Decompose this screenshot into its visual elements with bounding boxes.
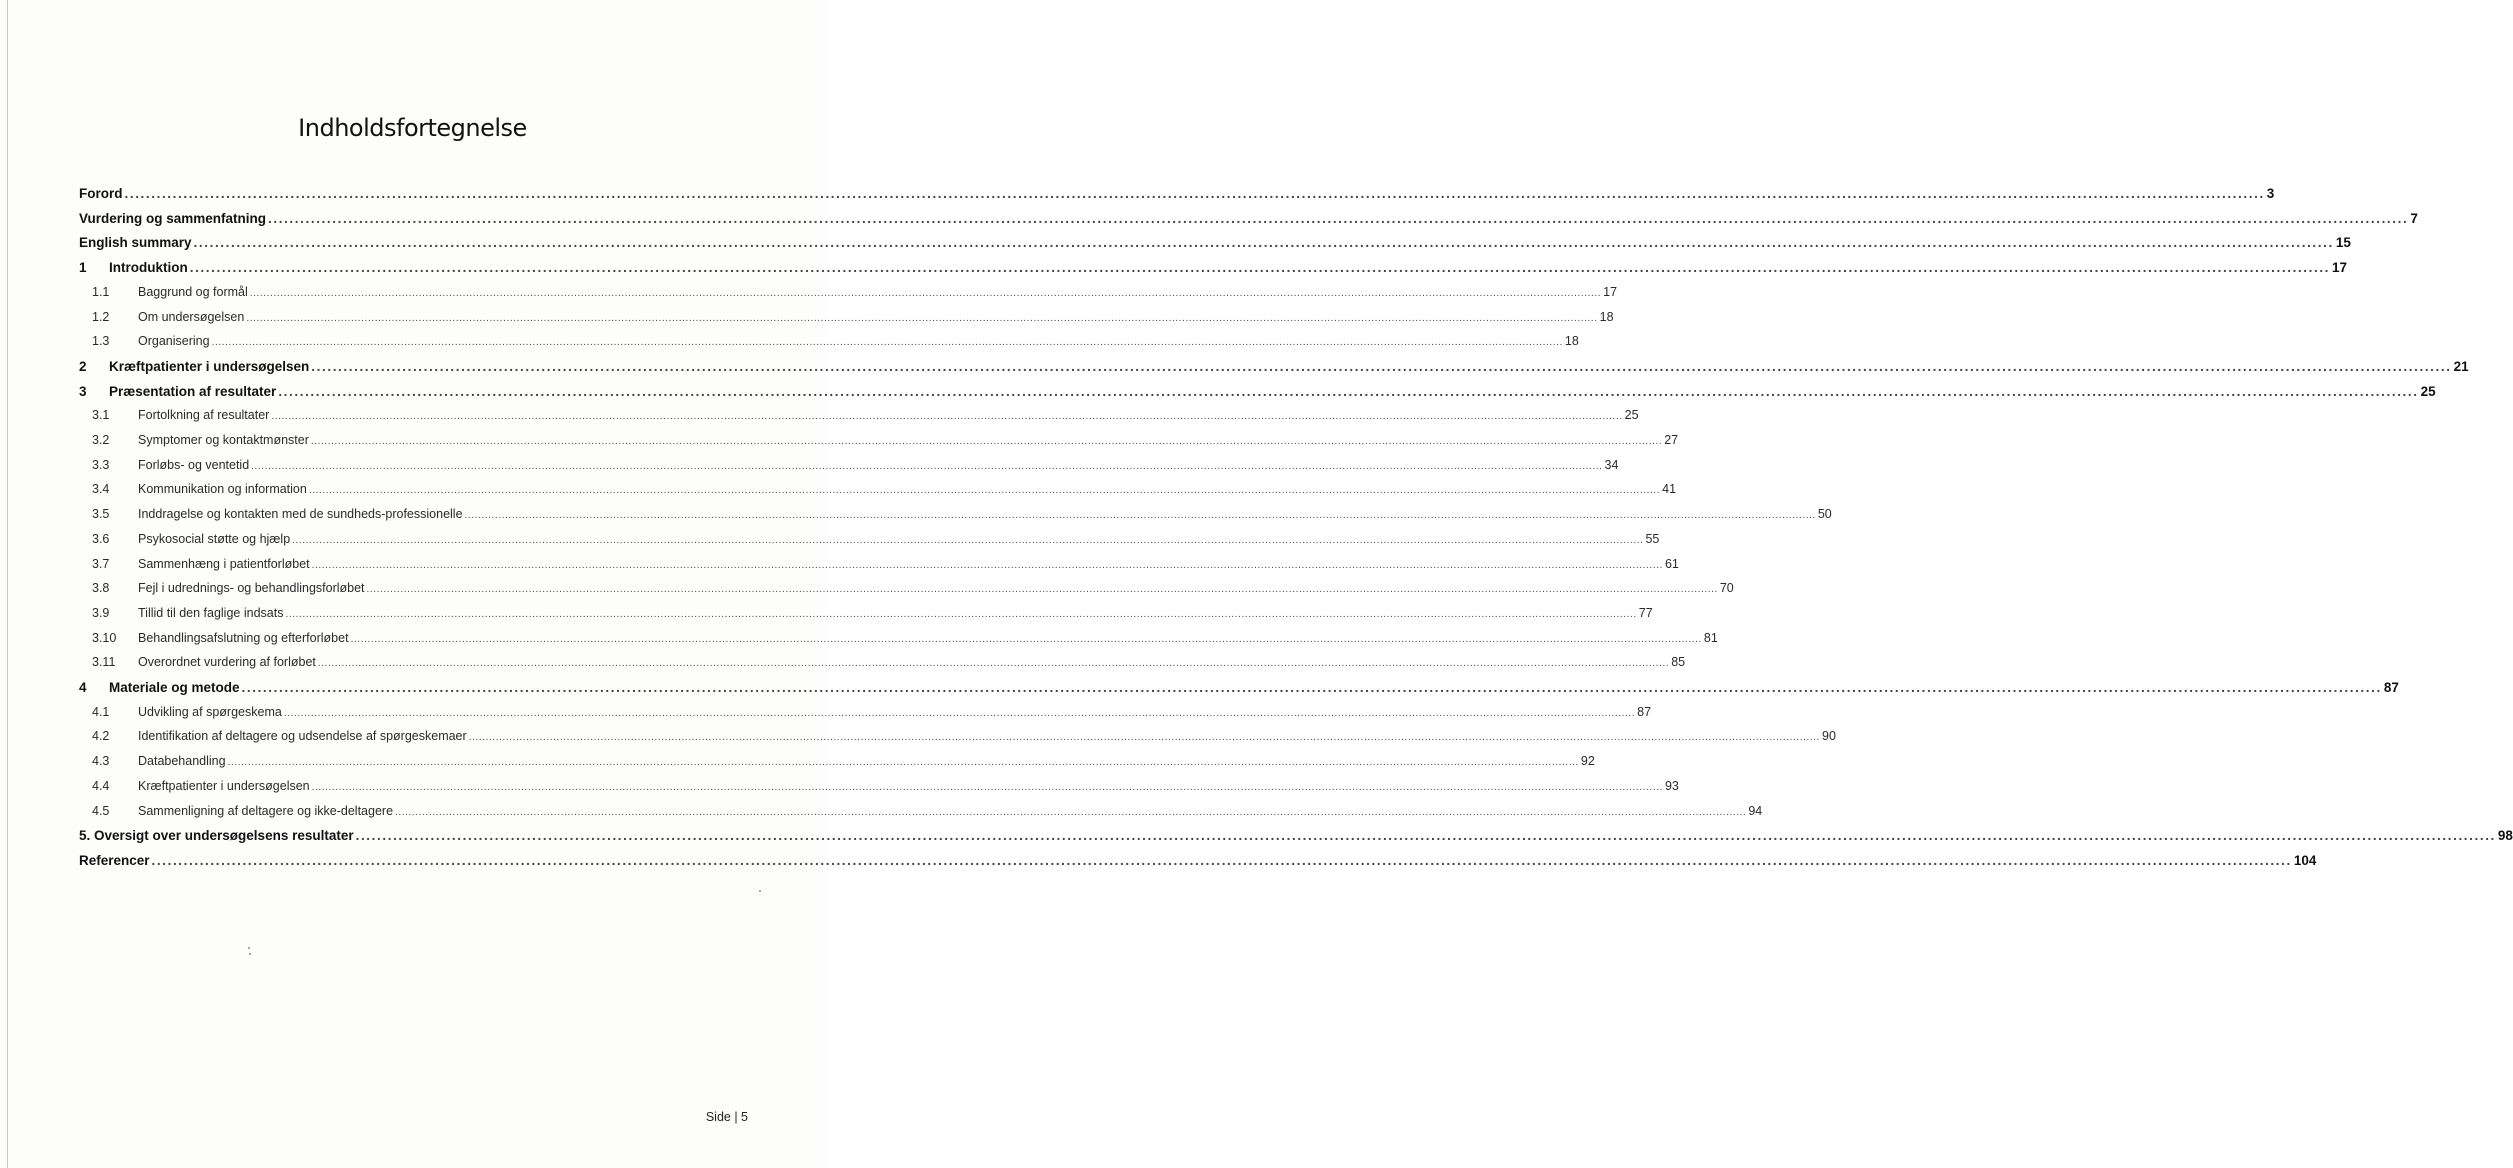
toc-section-entry[interactable] — [92, 704, 1652, 725]
toc-entry-label: Organisering — [138, 334, 210, 349]
toc-chapter-entry[interactable] — [79, 210, 2418, 231]
toc-entry-number: 3.10 — [92, 630, 117, 645]
toc-page-number: 81 — [1703, 630, 1718, 645]
toc-entry-number: 3.2 — [92, 433, 110, 447]
toc-entry-number: 3.9 — [92, 605, 110, 620]
toc-entry-number: 4.3 — [92, 754, 110, 769]
toc-dot-leader: ................................................................................................................................................................................................................................................................................................................................................................................................................ — [468, 732, 1821, 744]
toc-entry-number: 1 — [79, 260, 87, 276]
toc-dot-leader: ................................................................................................................................................................................................................................................................................................................................................................................................................ — [189, 260, 2331, 276]
toc-section-entry[interactable] — [92, 334, 1579, 354]
page-edge-line — [7, 0, 8, 1168]
toc-entry-number: 3.4 — [92, 482, 110, 497]
toc-dot-leader: ................................................................................................................................................................................................................................................................................................................................................................................................................ — [311, 559, 1663, 571]
toc-entry-label: Sammenligning af deltagere og ikke-deltagere — [138, 803, 394, 818]
toc-entry-number: 3.5 — [92, 507, 110, 522]
toc-section-entry[interactable] — [92, 284, 1618, 305]
toc-entry-label: Behandlingsafslutning og efterforløbet — [138, 630, 349, 645]
toc-dot-leader: ................................................................................................................................................................................................................................................................................................................................................................................................................ — [151, 852, 2292, 868]
toc-entry-label: Overordnet vurdering af forløbet — [138, 655, 316, 670]
toc-chapter-entry[interactable] — [79, 828, 2513, 848]
toc-entry-label: Udvikling af spørgeskema — [138, 704, 282, 719]
toc-entry-number: 1.2 — [92, 309, 110, 324]
toc-page-number: 77 — [1638, 605, 1653, 620]
toc-entry-label: Tillid til den faglige indsats — [138, 605, 284, 620]
toc-page-number: 93 — [1664, 778, 1679, 793]
toc-section-entry[interactable] — [92, 482, 1677, 502]
toc-page-number: 94 — [1748, 803, 1763, 818]
toc-entry-label: Materiale og metode — [109, 680, 240, 695]
toc-chapter-entry[interactable] — [79, 680, 2399, 700]
toc-section-entry[interactable] — [92, 655, 1686, 675]
toc-section-entry[interactable] — [92, 457, 1619, 478]
toc-section-entry[interactable] — [92, 556, 1679, 577]
toc-chapter-entry[interactable] — [79, 358, 2469, 379]
toc-entry-label: English summary — [79, 235, 192, 251]
toc-entry-label: Inddragelse og kontakten med de sundheds-professionelle — [138, 507, 463, 522]
toc-dot-leader: ................................................................................................................................................................................................................................................................................................................................................................................................................ — [366, 584, 1718, 596]
toc-page-number: 17 — [2332, 260, 2348, 276]
toc-entry-label: Kræftpatienter i undersøgelsen — [138, 778, 310, 793]
toc-chapter-entry[interactable] — [79, 383, 2436, 404]
toc-page-number: 55 — [1645, 531, 1660, 546]
toc-dot-leader: ................................................................................................................................................................................................................................................................................................................................................................................................................ — [249, 287, 1602, 299]
toc-page-number: 98 — [2497, 828, 2513, 844]
toc-dot-leader: ................................................................................................................................................................................................................................................................................................................................................................................................................ — [227, 757, 1579, 769]
toc-dot-leader: ................................................................................................................................................................................................................................................................................................................................................................................................................ — [311, 781, 1663, 793]
toc-section-entry[interactable] — [92, 433, 1679, 453]
toc-section-entry[interactable] — [92, 531, 1660, 552]
toc-section-entry[interactable] — [92, 507, 1832, 527]
toc-dot-leader: ................................................................................................................................................................................................................................................................................................................................................................................................................ — [271, 411, 1623, 423]
toc-entry-label: Identifikation af deltagere og udsendelse af spørgeskemaer — [138, 729, 467, 744]
scan-speck — [759, 890, 761, 892]
page-title: Indholdsfortegnelse — [298, 114, 527, 142]
scan-speck — [248, 947, 250, 949]
toc-page-number: 3 — [2266, 186, 2275, 201]
toc-page-number: 18 — [1599, 309, 1614, 324]
toc-entry-label: Symptomer og kontaktmønster — [138, 433, 309, 447]
toc-dot-leader: ................................................................................................................................................................................................................................................................................................................................................................................................................ — [211, 337, 1563, 349]
toc-page-number: 27 — [1664, 433, 1679, 447]
toc-dot-leader: ................................................................................................................................................................................................................................................................................................................................................................................................................ — [246, 312, 1598, 324]
toc-page-number: 70 — [1719, 581, 1734, 596]
toc-page-number: 50 — [1817, 507, 1832, 522]
toc-dot-leader: ................................................................................................................................................................................................................................................................................................................................................................................................................ — [311, 358, 2452, 374]
toc-section-entry[interactable] — [92, 408, 1639, 428]
toc-entry-label: Fortolkning af resultater — [138, 408, 270, 423]
toc-entry-label: Forord — [79, 186, 123, 201]
toc-entry-number: 2 — [79, 358, 87, 374]
toc-dot-leader: ................................................................................................................................................................................................................................................................................................................................................................................................................ — [278, 383, 2419, 399]
toc-page-number: 92 — [1580, 754, 1595, 769]
toc-section-entry[interactable] — [92, 309, 1614, 330]
toc-entry-label: Referencer — [79, 852, 150, 868]
toc-section-entry[interactable] — [92, 605, 1653, 626]
toc-chapter-entry[interactable] — [79, 235, 2351, 255]
toc-entry-number: 3.1 — [92, 408, 110, 423]
toc-page-number: 21 — [2453, 358, 2469, 374]
toc-page-number: 90 — [1822, 729, 1836, 744]
toc-dot-leader: ................................................................................................................................................................................................................................................................................................................................................................................................................ — [292, 534, 1644, 546]
toc-dot-leader: ................................................................................................................................................................................................................................................................................................................................................................................................................ — [317, 658, 1670, 670]
toc-dot-leader: ................................................................................................................................................................................................................................................................................................................................................................................................................ — [193, 235, 2334, 251]
toc-dot-leader: ................................................................................................................................................................................................................................................................................................................................................................................................................ — [251, 460, 1603, 472]
toc-entry-number: 4.5 — [92, 803, 110, 818]
toc-entry-label: Databehandling — [138, 754, 226, 769]
toc-page-number: 41 — [1662, 482, 1677, 497]
toc-page-number: 25 — [1624, 408, 1639, 423]
toc-entry-label: Vurdering og sammenfatning — [79, 210, 267, 226]
toc-entry-number: 4.1 — [92, 704, 110, 719]
toc-section-entry[interactable] — [92, 803, 1763, 824]
scan-speck — [249, 953, 251, 955]
page-footer: Side | 5 — [705, 1110, 748, 1124]
toc-entry-number: 1.3 — [92, 334, 110, 349]
toc-page-number: 85 — [1671, 655, 1686, 670]
toc-page-number: 7 — [2410, 210, 2418, 226]
toc-dot-leader: ................................................................................................................................................................................................................................................................................................................................................................................................................ — [308, 485, 1661, 497]
toc-dot-leader: ................................................................................................................................................................................................................................................................................................................................................................................................................ — [395, 806, 1747, 818]
toc-entry-label: 5. Oversigt over undersøgelsens resultater — [79, 828, 354, 844]
toc-page-number: 87 — [1637, 704, 1652, 719]
toc-page-number: 17 — [1603, 284, 1618, 299]
toc-chapter-entry[interactable] — [79, 852, 2317, 873]
toc-page-number: 15 — [2335, 235, 2351, 251]
toc-dot-leader: ................................................................................................................................................................................................................................................................................................................................................................................................................ — [350, 633, 1702, 645]
toc-section-entry[interactable] — [92, 778, 1679, 799]
toc-dot-leader: ................................................................................................................................................................................................................................................................................................................................................................................................................ — [283, 707, 1636, 719]
toc-entry-number: 3 — [79, 383, 87, 399]
toc-entry-number: 3.8 — [92, 581, 110, 596]
toc-entry-number: 4.4 — [92, 778, 110, 793]
toc-entry-number: 4.2 — [92, 729, 110, 744]
toc-entry-number: 3.7 — [92, 556, 110, 571]
toc-entry-label: Baggrund og formål — [138, 284, 248, 299]
toc-page-number: 18 — [1564, 334, 1579, 349]
toc-chapter-entry[interactable] — [79, 186, 2275, 206]
toc-page-number: 104 — [2293, 852, 2317, 868]
toc-entry-label: Psykosocial støtte og hjælp — [138, 531, 291, 546]
toc-section-entry[interactable] — [92, 581, 1734, 601]
toc-entry-number: 3.11 — [92, 655, 116, 670]
toc-dot-leader: ................................................................................................................................................................................................................................................................................................................................................................................................................ — [310, 436, 1663, 447]
toc-section-entry[interactable] — [92, 729, 1836, 749]
toc-entry-label: Kommunikation og information — [138, 482, 307, 497]
toc-entry-label: Introduktion — [109, 260, 188, 276]
toc-entry-number: 1.1 — [92, 284, 110, 299]
toc-entry-number: 3.3 — [92, 457, 110, 472]
toc-page-number: 87 — [2383, 680, 2399, 695]
toc-section-entry[interactable] — [92, 754, 1595, 774]
toc-entry-number: 4 — [79, 680, 87, 695]
toc-entry-label: Fejl i udrednings- og behandlingsforløbet — [138, 581, 365, 596]
toc-entry-label: Sammenhæng i patientforløbet — [138, 556, 310, 571]
toc-entry-label: Præsentation af resultater — [109, 383, 277, 399]
toc-page-number: 34 — [1604, 457, 1619, 472]
toc-entry-number: 3.6 — [92, 531, 110, 546]
toc-page-number: 25 — [2420, 383, 2436, 399]
toc-dot-leader: ................................................................................................................................................................................................................................................................................................................................................................................................................ — [285, 608, 1637, 620]
toc-dot-leader: ................................................................................................................................................................................................................................................................................................................................................................................................................ — [464, 510, 1816, 522]
toc-dot-leader: ................................................................................................................................................................................................................................................................................................................................................................................................................ — [124, 186, 2265, 201]
toc-entry-label: Om undersøgelsen — [138, 309, 245, 324]
toc-page-number: 61 — [1664, 556, 1679, 571]
toc-section-entry[interactable] — [92, 630, 1718, 651]
toc-chapter-entry[interactable] — [79, 260, 2348, 280]
toc-dot-leader: ................................................................................................................................................................................................................................................................................................................................................................................................................ — [268, 210, 2409, 226]
toc-dot-leader: ................................................................................................................................................................................................................................................................................................................................................................................................................ — [241, 680, 2382, 695]
toc-entry-label: Forløbs- og ventetid — [138, 457, 250, 472]
toc-dot-leader: ................................................................................................................................................................................................................................................................................................................................................................................................................ — [355, 828, 2496, 844]
toc-entry-label: Kræftpatienter i undersøgelsen — [109, 358, 310, 374]
